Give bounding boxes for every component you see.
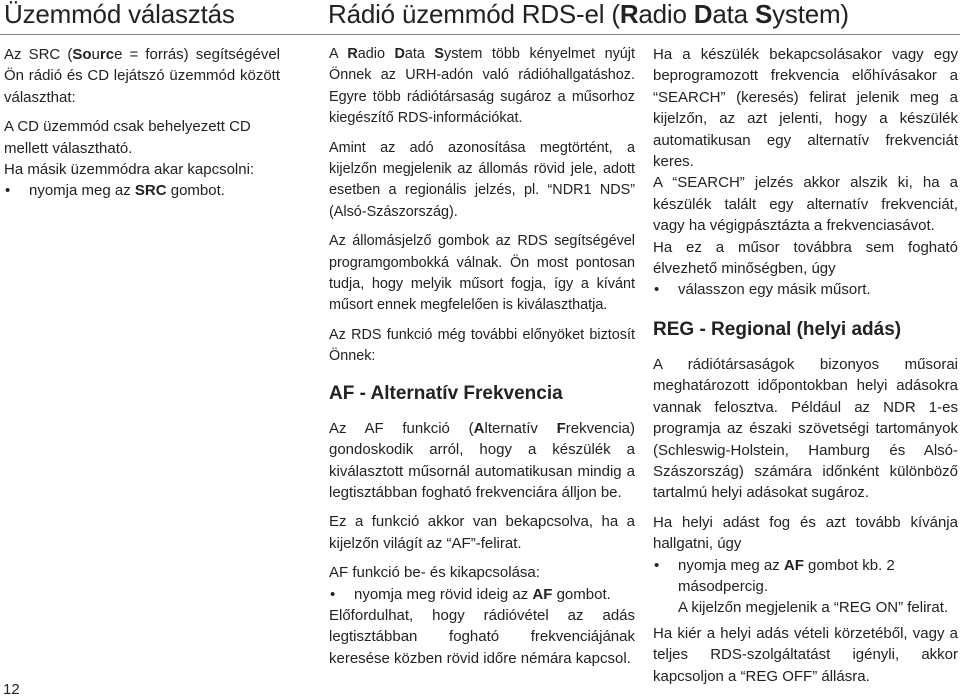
search-paragraph: Ha a készülék bekapcsolásakor vagy egy beprogramozott frekvencia előhívásakor a “SEARCH” (keresés) felirat jelenik meg a kijelzőn, az azt jelenti, hogy a készülék automatikusan egy alternatív frekvenciát keres. — [653, 46, 958, 171]
af-toggle-heading: AF funkció be- és kikapcsolása: — [329, 564, 540, 582]
text-run: nyomja meg rövid ideig az — [354, 585, 533, 603]
rds-intro-paragraph — [329, 44, 635, 130]
heading-rds-adio: adio — [638, 0, 694, 29]
text-bold-run: AF — [783, 556, 804, 574]
af-mute-paragraph: Előfordulhat, hogy rádióvétel az adás legtisztábban fogható frekvenciájának keresése közben rövid időre némára kapcsol. — [329, 606, 635, 667]
text-run: A — [329, 46, 348, 62]
section-heading-rds — [328, 0, 849, 30]
bullet-dot: • — [654, 281, 660, 299]
text-bold-run: S — [434, 46, 445, 62]
text-run: u — [91, 46, 100, 63]
switch-mode-instruction: Ha másik üzemmódra akar kapcsolni: — [4, 161, 255, 179]
text-run: gombot. — [552, 585, 611, 603]
af-active-paragraph: Ez a funkció akkor van bekapcsolva, ha a kijelzőn világít az “AF”-felirat. — [329, 513, 635, 552]
text-run: gombot kb. 2 másodpercig. — [678, 556, 895, 595]
text-run: A kijelzőn megjelenik a “REG ON” felirat. — [678, 599, 949, 617]
text-bold-run: SRC — [134, 182, 167, 200]
reg-section-title: REG - Regional (helyi adás) — [653, 318, 902, 340]
af-description-paragraph — [329, 418, 635, 504]
text-run: Az SRC ( — [4, 46, 73, 63]
rds-advantages-paragraph: Az RDS funkció még további előnyöket biztosít Önnek: — [329, 326, 635, 365]
section-heading-mode-select: Üzemmód választás — [4, 0, 235, 29]
text-run: adio — [357, 46, 395, 62]
src-intro-paragraph — [4, 44, 280, 108]
text-run: Az AF funkció ( — [329, 419, 474, 437]
text-bold-run: rc — [99, 46, 115, 63]
text-bold-run: R — [347, 46, 358, 62]
column-left — [4, 44, 280, 202]
text-run: e = forrás) segítségével Ön rádió és CD lejátszó üzemmód között választhat: — [4, 46, 280, 106]
heading-rds-prefix: Rádió üzemmód RDS-el ( — [328, 0, 620, 29]
bullet-press-af-2s — [653, 555, 958, 619]
heading-divider — [0, 34, 960, 35]
bullet-choose-other — [653, 279, 958, 300]
poor-reception-paragraph: Ha ez a műsor továbbra sem fogható élvezhető minőségben, úgy — [653, 238, 958, 278]
text-run: ata — [404, 46, 435, 62]
reg-off-paragraph: Ha kiér a helyi adás vételi körzetéből, vagy a teljes RDS-szolgáltatást igényli, akkor kapcsoljon a “REG OFF” állásra. — [653, 624, 958, 685]
text-run: rekvencia) gondoskodik arról, hogy a készülék a kiválasztott műsornál automatikusan mindig a legtisztábban fogható frekvenciára álljon be. — [329, 419, 635, 501]
search-off-paragraph: A “SEARCH” jelzés akkor alszik ki, ha a készülék talált egy alternatív frekvenciát, vagy ha végigpásztázta a frekvenciasávot. — [653, 174, 958, 235]
heading-rds-suffix: ystem) — [772, 0, 849, 29]
bullet-dot: • — [5, 182, 11, 200]
bullet-dot: • — [654, 556, 660, 574]
text-run: válasszon egy másik műsort. — [678, 281, 871, 299]
heading-rds-ata: ata — [712, 0, 755, 29]
text-run: ystem több kényelmet nyújt Önnek az URH-adón való rádióhallgatáshoz. Egyre több rádiótársaság sugároz a műsorhoz kiegészítő RDS-információkat. — [329, 46, 635, 127]
bullet-press-af — [329, 584, 635, 605]
text-bold-run: A — [473, 419, 485, 437]
af-section-title: AF - Alternatív Frekvencia — [329, 382, 563, 404]
heading-rds-R: R — [619, 0, 639, 29]
bullet-press-src — [4, 180, 280, 201]
column-middle — [329, 44, 635, 677]
text-bold-run: D — [394, 46, 405, 62]
text-run: lternatív — [484, 419, 557, 437]
heading-rds-D: D — [693, 0, 713, 29]
text-run: nyomja meg az — [29, 182, 135, 200]
text-bold-run: AF — [532, 585, 553, 603]
column-right — [653, 44, 958, 695]
text-run: gombot. — [166, 182, 225, 200]
reg-keep-paragraph: Ha helyi adást fog és azt tovább kívánja hallgatni, úgy — [653, 513, 958, 553]
text-bold-run: So — [72, 46, 92, 63]
heading-rds-S: S — [754, 0, 773, 29]
text-bold-run: F — [556, 419, 566, 437]
station-buttons-paragraph: Az állomásjelző gombok az RDS segítségével programgombokká válnak. Ön most pontosan tudja, hogy melyik műsort fogja, így a kívánt műsort ennek megfelelően is kiválaszthatja. — [329, 233, 635, 314]
text-run: nyomja meg az — [678, 556, 784, 574]
bullet-dot: • — [330, 585, 336, 603]
page-number: 12 — [3, 681, 20, 698]
reg-description-paragraph: A rádiótársaságok bizonyos műsorai meghatározott időpontokban helyi adásokra vannak felosztva. Például az NDR 1-es programja az északi szövetségi tartományok (Schleswig-Holstein, Hamburg és Alsó-Szászország) számára időnként különböző tartalmú helyi adásokat sugároz. — [653, 355, 958, 502]
cd-mode-note: A CD üzemmód csak behelyezett CD mellett választható. — [4, 118, 251, 157]
station-id-paragraph: Amint az adó azonosítása megtörtént, a kijelzőn megjelenik az állomás rövid jele, adott esetben a regionális jelzés, pl. “NDR1 NDS” (Alsó-Szászország). — [329, 139, 635, 220]
